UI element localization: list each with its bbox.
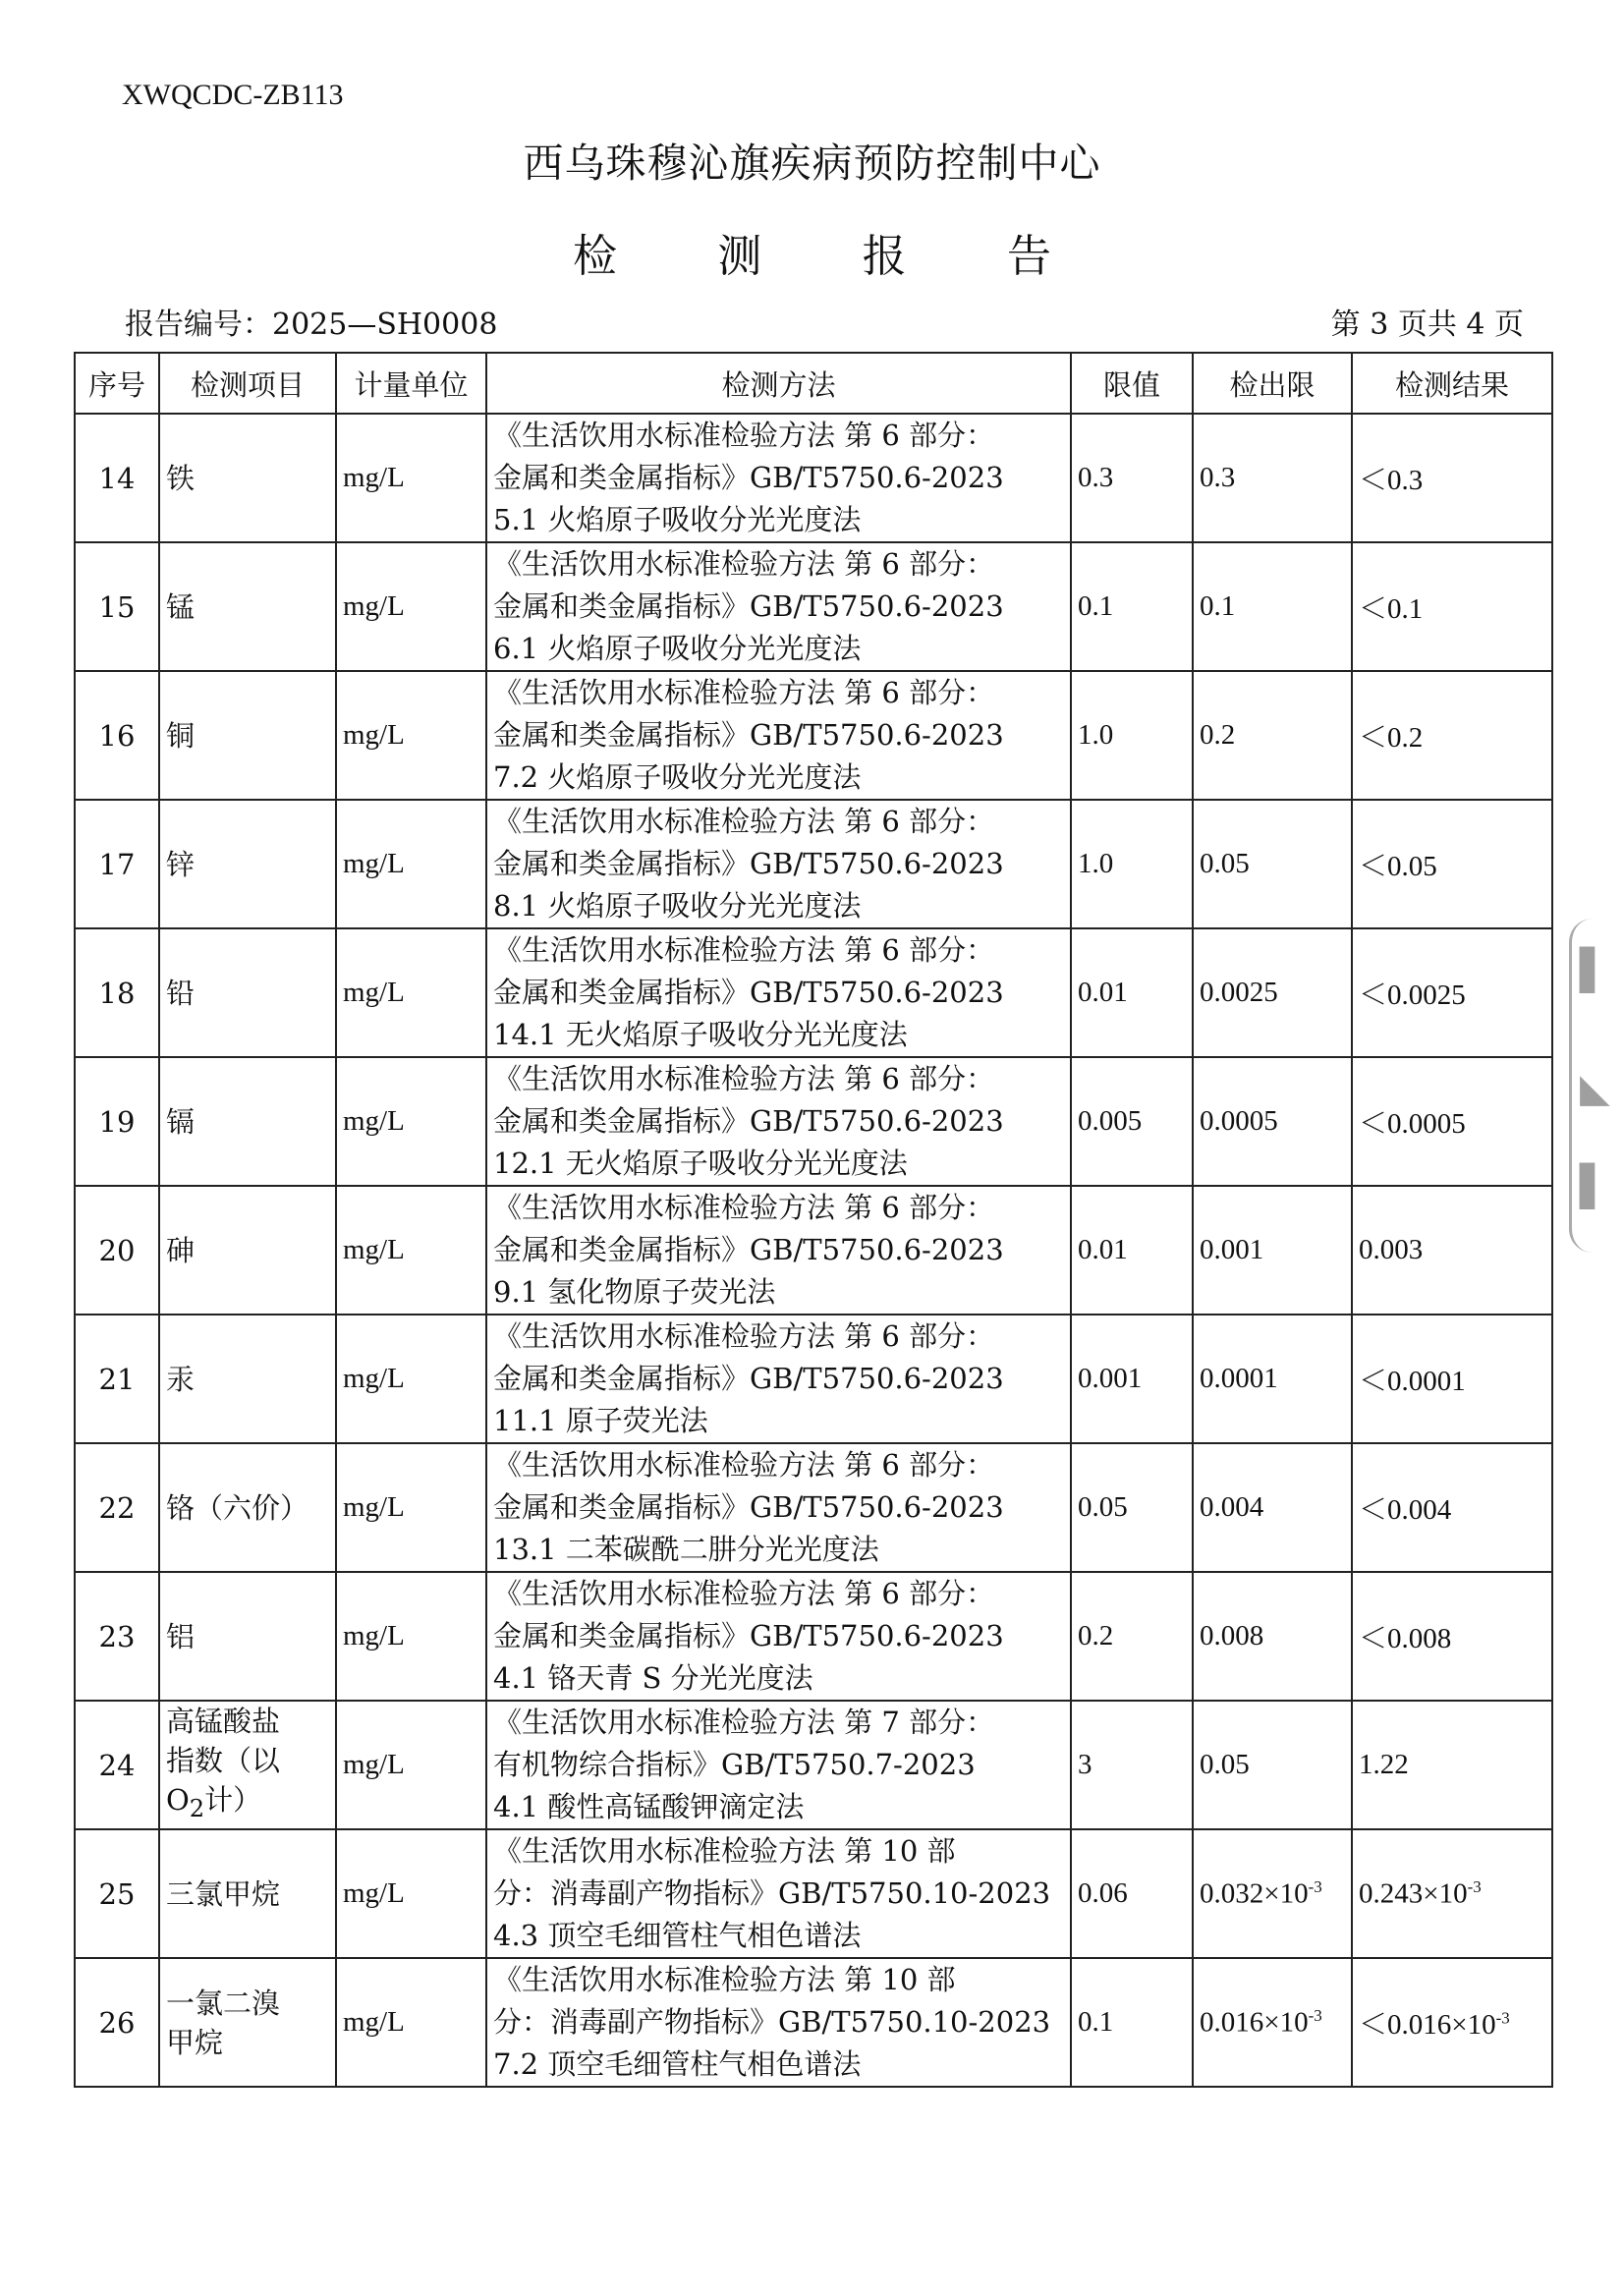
method-line-3: 4.1 铬天青 S 分光光度法	[493, 1661, 813, 1695]
table-row	[75, 542, 1552, 671]
table-row	[75, 1443, 1552, 1572]
row-unit: mg/L	[336, 1572, 486, 1701]
header-no: 序号	[75, 353, 159, 414]
result-base: ＜0.016×10	[1359, 2009, 1496, 2041]
row-limit: 1.0	[1071, 671, 1193, 800]
method-line-3: 4.1 酸性高锰酸钾滴定法	[493, 1790, 805, 1823]
row-unit: mg/L	[336, 1057, 486, 1186]
lod-exponent: -3	[1308, 2005, 1322, 2025]
method-line-3: 6.1 火焰原子吸收分光光度法	[493, 632, 862, 665]
row-item: 锰	[159, 542, 336, 671]
report-title: 检 测 报 告	[573, 230, 1094, 282]
row-method	[486, 928, 1071, 1057]
table-row	[75, 1572, 1552, 1701]
row-limit: 0.05	[1071, 1443, 1193, 1572]
method-line-2: 金属和类金属指标》GB/T5750.6-2023	[493, 1233, 1004, 1266]
result-exponent: -3	[1467, 1876, 1482, 1896]
item-line-1: 高锰酸盐	[166, 1705, 281, 1739]
method-line-3: 13.1 二苯碳酰二肼分光光度法	[493, 1533, 879, 1566]
method-line-3: 11.1 原子荧光法	[493, 1404, 708, 1437]
row-lod: 0.1	[1193, 542, 1352, 671]
row-no: 26	[75, 1958, 159, 2087]
lod-base: 0.016×10	[1200, 2006, 1309, 2039]
row-item: 铜	[159, 671, 336, 800]
item-line-2: 甲烷	[166, 2025, 224, 2059]
row-no: 19	[75, 1057, 159, 1186]
row-method	[486, 1701, 1071, 1829]
row-method	[486, 1057, 1071, 1186]
row-unit: mg/L	[336, 1829, 486, 1958]
row-limit: 0.06	[1071, 1829, 1193, 1958]
method-line-1: 《生活饮用水标准检验方法 第 6 部分：	[493, 1062, 995, 1095]
row-item	[159, 1958, 336, 2087]
row-unit: mg/L	[336, 1186, 486, 1315]
row-unit: mg/L	[336, 928, 486, 1057]
row-unit: mg/L	[336, 542, 486, 671]
method-line-1: 《生活饮用水标准检验方法 第 6 部分：	[493, 805, 995, 838]
row-limit: 0.01	[1071, 928, 1193, 1057]
row-method	[486, 671, 1071, 800]
document-code: XWQCDC-ZB113	[122, 79, 344, 111]
row-unit: mg/L	[336, 1443, 486, 1572]
table-row	[75, 928, 1552, 1057]
row-lod: 0.0005	[1193, 1057, 1352, 1186]
header-method: 检测方法	[486, 353, 1071, 414]
row-no: 18	[75, 928, 159, 1057]
row-item: 铁	[159, 414, 336, 542]
row-method	[486, 1829, 1071, 1958]
row-no: 25	[75, 1829, 159, 1958]
method-line-3: 7.2 火焰原子吸收分光光度法	[493, 760, 862, 794]
row-no: 21	[75, 1315, 159, 1443]
row-result: ＜0.0001	[1352, 1315, 1552, 1443]
row-lod: 0.001	[1193, 1186, 1352, 1315]
report-number: 报告编号：2025—SH0008	[125, 308, 498, 342]
row-lod: 0.0001	[1193, 1315, 1352, 1443]
row-limit: 0.1	[1071, 542, 1193, 671]
row-item: 三氯甲烷	[159, 1829, 336, 1958]
method-line-2: 分：消毒副产物指标》GB/T5750.10-2023	[493, 1876, 1051, 1910]
method-line-1: 《生活饮用水标准检验方法 第 6 部分：	[493, 1577, 995, 1610]
method-line-1: 《生活饮用水标准检验方法 第 6 部分：	[493, 1448, 995, 1482]
row-item: 铅	[159, 928, 336, 1057]
page-number: 第 3 页共 4 页	[1330, 308, 1524, 342]
table-row	[75, 1958, 1552, 2087]
row-lod: 0.0025	[1193, 928, 1352, 1057]
row-limit: 0.2	[1071, 1572, 1193, 1701]
item-line-2: 指数（以	[166, 1744, 281, 1778]
row-lod: 0.05	[1193, 1701, 1352, 1829]
header-limit: 限值	[1071, 353, 1193, 414]
row-lod: 0.05	[1193, 800, 1352, 928]
method-line-1: 《生活饮用水标准检验方法 第 6 部分：	[493, 419, 995, 452]
row-result: ＜0.004	[1352, 1443, 1552, 1572]
method-line-3: 5.1 火焰原子吸收分光光度法	[493, 503, 862, 536]
row-unit: mg/L	[336, 1701, 486, 1829]
results-table	[74, 352, 1553, 2088]
table-header-row	[75, 353, 1552, 414]
method-line-1: 《生活饮用水标准检验方法 第 7 部分：	[493, 1706, 995, 1739]
row-lod	[1193, 1958, 1352, 2087]
row-item: 锌	[159, 800, 336, 928]
row-limit: 0.1	[1071, 1958, 1193, 2087]
method-line-1: 《生活饮用水标准检验方法 第 6 部分：	[493, 1319, 995, 1353]
row-result	[1352, 1829, 1552, 1958]
item-line-1: 一氯二溴	[166, 1986, 281, 2020]
method-line-2: 金属和类金属指标》GB/T5750.6-2023	[493, 1619, 1004, 1652]
row-method	[486, 1443, 1071, 1572]
method-line-2: 金属和类金属指标》GB/T5750.6-2023	[493, 718, 1004, 752]
row-method	[486, 1315, 1071, 1443]
method-line-2: 分：消毒副产物指标》GB/T5750.10-2023	[493, 2005, 1051, 2039]
row-item: 镉	[159, 1057, 336, 1186]
row-limit: 0.3	[1071, 414, 1193, 542]
row-method	[486, 1958, 1071, 2087]
method-line-2: 有机物综合指标》GB/T5750.7-2023	[493, 1748, 976, 1781]
result-base: 0.243×10	[1359, 1877, 1468, 1910]
row-limit: 0.005	[1071, 1057, 1193, 1186]
row-result: 0.003	[1352, 1186, 1552, 1315]
row-no: 20	[75, 1186, 159, 1315]
row-method	[486, 1572, 1071, 1701]
table-row	[75, 800, 1552, 928]
item-line-3b: 计）	[204, 1783, 262, 1818]
row-lod: 0.008	[1193, 1572, 1352, 1701]
method-line-3: 7.2 顶空毛细管柱气相色谱法	[493, 2047, 862, 2081]
row-method	[486, 800, 1071, 928]
organization-name: 西乌珠穆沁旗疾病预防控制中心	[523, 140, 1101, 187]
method-line-3: 4.3 顶空毛细管柱气相色谱法	[493, 1919, 862, 1952]
method-line-2: 金属和类金属指标》GB/T5750.6-2023	[493, 589, 1004, 623]
row-item	[159, 1701, 336, 1829]
row-limit: 3	[1071, 1701, 1193, 1829]
table-row	[75, 414, 1552, 542]
row-method	[486, 414, 1071, 542]
method-line-1: 《生活饮用水标准检验方法 第 10 部	[493, 1834, 956, 1868]
row-limit: 0.01	[1071, 1186, 1193, 1315]
row-no: 24	[75, 1701, 159, 1829]
row-no: 23	[75, 1572, 159, 1701]
row-item: 铬（六价）	[159, 1443, 336, 1572]
row-lod: 0.004	[1193, 1443, 1352, 1572]
row-lod: 0.3	[1193, 414, 1352, 542]
item-line-3a: O	[166, 1783, 190, 1818]
row-result: ＜0.0025	[1352, 928, 1552, 1057]
method-line-3: 8.1 火焰原子吸收分光光度法	[493, 889, 862, 923]
table-row	[75, 1315, 1552, 1443]
header-unit: 计量单位	[336, 353, 486, 414]
header-lod: 检出限	[1193, 353, 1352, 414]
row-result: ＜0.1	[1352, 542, 1552, 671]
method-line-2: 金属和类金属指标》GB/T5750.6-2023	[493, 1362, 1004, 1395]
table-row	[75, 1829, 1552, 1958]
row-item: 砷	[159, 1186, 336, 1315]
method-line-1: 《生活饮用水标准检验方法 第 6 部分：	[493, 933, 995, 967]
row-no: 22	[75, 1443, 159, 1572]
row-item: 汞	[159, 1315, 336, 1443]
method-line-2: 金属和类金属指标》GB/T5750.6-2023	[493, 976, 1004, 1009]
table-row	[75, 1186, 1552, 1315]
header-item: 检测项目	[159, 353, 336, 414]
row-no: 16	[75, 671, 159, 800]
row-result: ＜0.3	[1352, 414, 1552, 542]
item-subscript: 2	[189, 1794, 205, 1822]
method-line-2: 金属和类金属指标》GB/T5750.6-2023	[493, 847, 1004, 880]
row-unit: mg/L	[336, 1315, 486, 1443]
row-no: 17	[75, 800, 159, 928]
row-result	[1352, 1958, 1552, 2087]
row-item: 铝	[159, 1572, 336, 1701]
row-no: 15	[75, 542, 159, 671]
row-result: ＜0.2	[1352, 671, 1552, 800]
row-lod: 0.2	[1193, 671, 1352, 800]
row-unit: mg/L	[336, 1958, 486, 2087]
method-line-3: 12.1 无火焰原子吸收分光光度法	[493, 1147, 908, 1180]
row-no: 14	[75, 414, 159, 542]
lod-exponent: -3	[1308, 1876, 1322, 1896]
method-line-2: 金属和类金属指标》GB/T5750.6-2023	[493, 1104, 1004, 1138]
table-row	[75, 1057, 1552, 1186]
row-unit: mg/L	[336, 800, 486, 928]
row-result: ＜0.05	[1352, 800, 1552, 928]
row-result: 1.22	[1352, 1701, 1552, 1829]
lod-base: 0.032×10	[1200, 1877, 1309, 1910]
row-unit: mg/L	[336, 671, 486, 800]
row-result: ＜0.0005	[1352, 1057, 1552, 1186]
method-line-2: 金属和类金属指标》GB/T5750.6-2023	[493, 461, 1004, 494]
row-limit: 1.0	[1071, 800, 1193, 928]
header-result: 检测结果	[1352, 353, 1552, 414]
table-row	[75, 1701, 1552, 1829]
method-line-3: 14.1 无火焰原子吸收分光光度法	[493, 1018, 908, 1051]
result-exponent: -3	[1495, 2008, 1510, 2028]
table-row	[75, 671, 1552, 800]
seal-stamp-fragment: ▌ ◣ ▌	[1569, 919, 1621, 1253]
method-line-1: 《生活饮用水标准检验方法 第 6 部分：	[493, 547, 995, 581]
method-line-1: 《生活饮用水标准检验方法 第 6 部分：	[493, 676, 995, 709]
row-method	[486, 542, 1071, 671]
method-line-3: 9.1 氢化物原子荧光法	[493, 1275, 776, 1309]
row-lod	[1193, 1829, 1352, 1958]
method-line-1: 《生活饮用水标准检验方法 第 6 部分：	[493, 1191, 995, 1224]
row-result: ＜0.008	[1352, 1572, 1552, 1701]
row-unit: mg/L	[336, 414, 486, 542]
row-limit: 0.001	[1071, 1315, 1193, 1443]
method-line-1: 《生活饮用水标准检验方法 第 10 部	[493, 1963, 956, 1996]
method-line-2: 金属和类金属指标》GB/T5750.6-2023	[493, 1490, 1004, 1524]
row-method	[486, 1186, 1071, 1315]
